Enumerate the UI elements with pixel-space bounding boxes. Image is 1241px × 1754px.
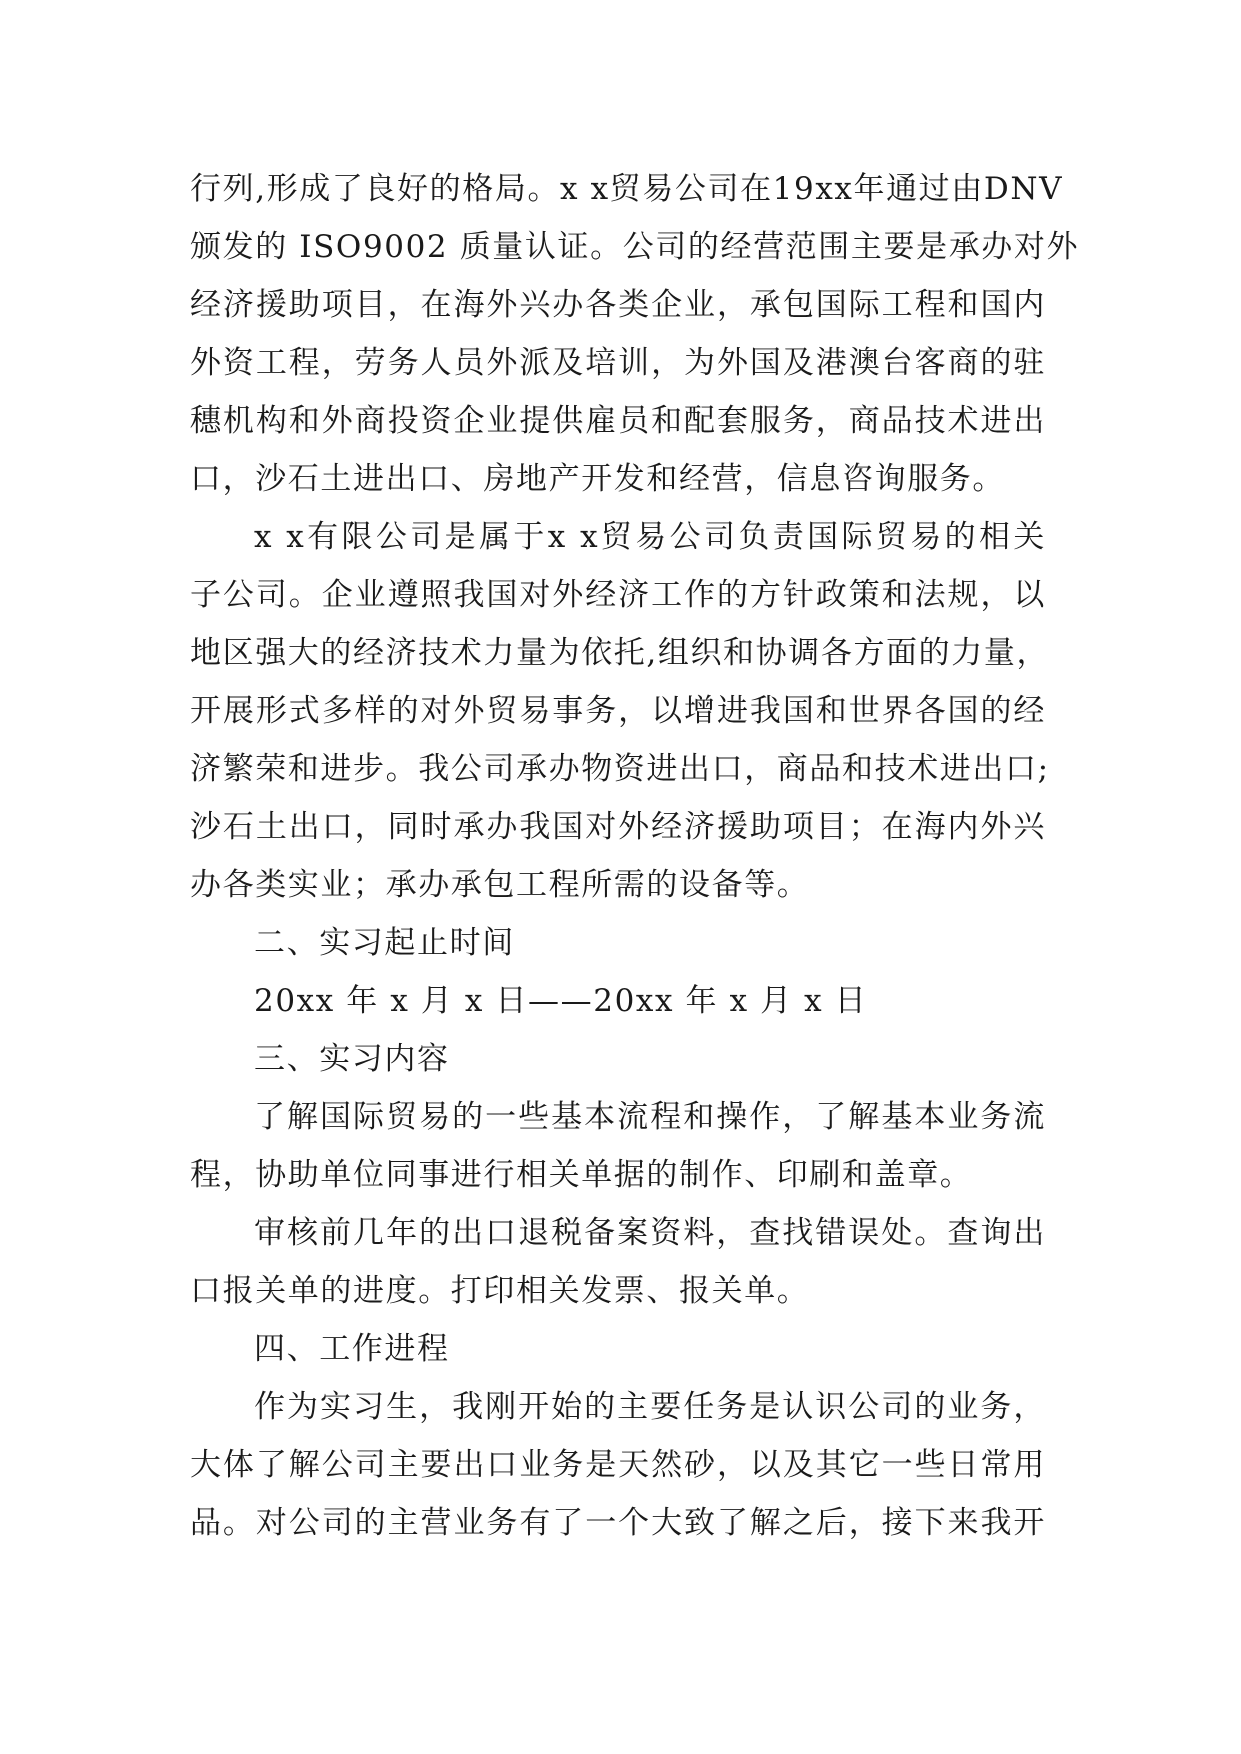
text-line: 口报关单的进度。打印相关发票、报关单。: [190, 1273, 810, 1309]
text-line: 经济援助项目，在海外兴办各类企业，承包国际工程和国内: [190, 287, 1046, 323]
text-line: 沙石土出口，同时承办我国对外经济援助项目；在海内外兴: [190, 809, 1046, 845]
text-line: 地区强大的经济技术力量为依托,组织和协调各方面的力量，: [190, 635, 1050, 671]
text-line: 办各类实业；承办承包工程所需的设备等。: [190, 867, 810, 903]
paragraph-first-line: 作为实习生，我刚开始的主要任务是认识公司的业务，: [254, 1389, 1046, 1425]
text-line: 品。对公司的主营业务有了一个大致了解之后，接下来我开: [190, 1505, 1046, 1541]
text-line: 大体了解公司主要出口业务是天然砂，以及其它一些日常用: [190, 1447, 1046, 1483]
section-heading: 三、实习内容: [254, 1041, 450, 1077]
document-body: [190, 160, 1080, 1552]
text-line: 穗机构和外商投资企业提供雇员和配套服务，商品技术进出: [190, 403, 1046, 439]
paragraph-first-line: 审核前几年的出口退税备案资料，查找错误处。查询出: [254, 1215, 1046, 1251]
paragraph-first-line: x x有限公司是属于x x贸易公司负责国际贸易的相关: [254, 519, 1046, 555]
text-line: 口，沙石土进出口、房地产开发和经营，信息咨询服务。: [190, 461, 1005, 497]
section-heading: 二、实习起止时间: [254, 925, 515, 961]
text-line: 颁发的 ISO9002 质量认证。公司的经营范围主要是承办对外: [190, 229, 1080, 265]
text-line: 行列,形成了良好的格局。x x贸易公司在19xx年通过由DNV: [190, 171, 1064, 207]
text-line: 济繁荣和进步。我公司承办物资进出口，商品和技术进出口;: [190, 751, 1050, 787]
text-line: 子公司。企业遵照我国对外经济工作的方针政策和法规，以: [190, 577, 1046, 613]
text-line: 开展形式多样的对外贸易事务，以增进我国和世界各国的经: [190, 693, 1046, 729]
section-heading: 四、工作进程: [254, 1331, 450, 1367]
text-line: 程，协助单位同事进行相关单据的制作、印刷和盖章。: [190, 1157, 973, 1193]
paragraph-first-line: 了解国际贸易的一些基本流程和操作，了解基本业务流: [254, 1099, 1046, 1135]
date-range: 20xx 年 x 月 x 日——20xx 年 x 月 x 日: [254, 983, 868, 1019]
text-line: 外资工程，劳务人员外派及培训，为外国及港澳台客商的驻: [190, 345, 1046, 381]
